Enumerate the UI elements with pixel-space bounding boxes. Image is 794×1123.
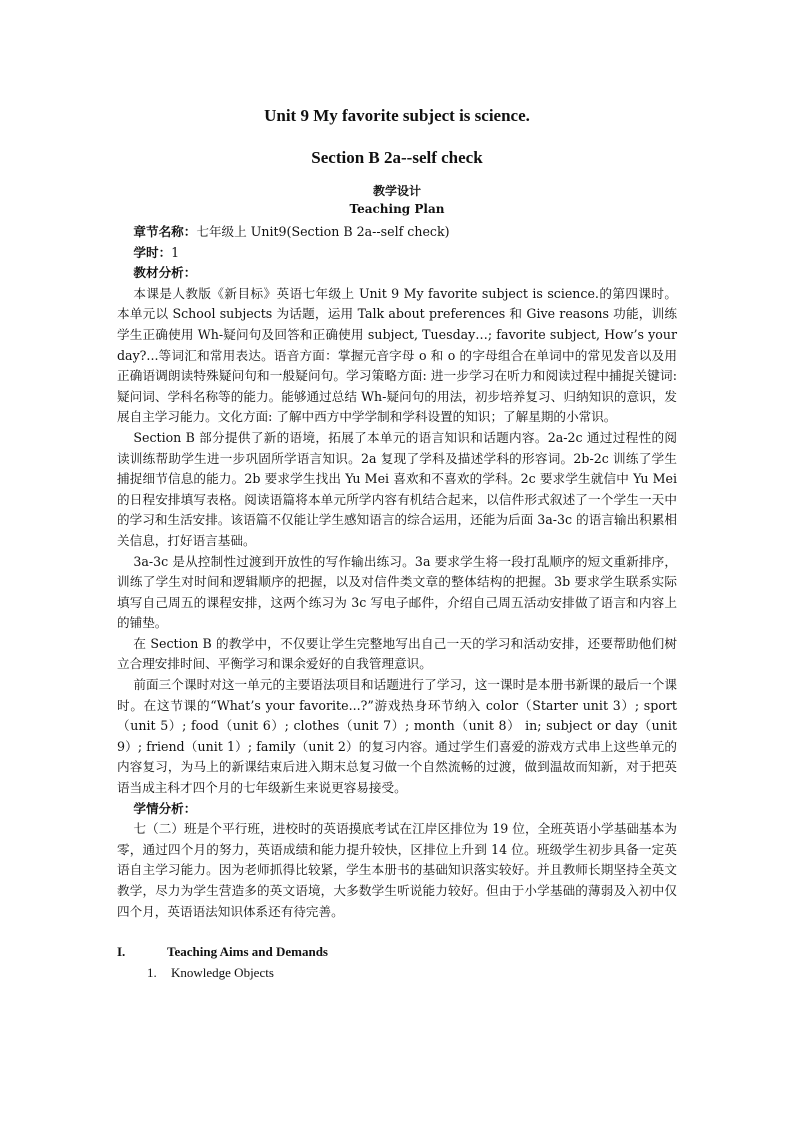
spacer: [117, 922, 677, 942]
material-paragraph: 本课是人教版《新目标》英语七年级上 Unit 9 My favorite subject is science.的第四课时。本单元以 School subjects 为话题，运用 Talk about preferences 和 Give reasons 功能，训练学生正确使用 Wh-疑问句及回答和正确使用 subject, Tuesday…; favorite subject, How’s your day?...等词汇和常用表达。语音方面：掌握元音字母 o 和 o 的字母组合在单词中的常见发音以及用正确语调朗读特殊疑问句和一般疑问句。学习策略方面: 进一步学习在听力和阅读过程中捕捉关键词: 疑问词、学科名称等的能力。能够通过总结 Wh-疑问句的用法，初步培养复习、归纳知识的意识，发展自主学习能力。文化方面: 了解中西方中学学制和学科设置的知识；了解星期的小常识。: [117, 285, 677, 425]
section-heading: [117, 942, 677, 963]
list-item: [117, 963, 677, 984]
hours-label: 学时：: [133, 244, 172, 260]
document-subtitle: Section B 2a--self check: [311, 148, 483, 167]
chapter-label: 章节名称：: [133, 224, 197, 239]
section-label: Teaching Aims and Demands: [167, 944, 328, 960]
material-paragraph: 在 Section B 的教学中，不仅要让学生完整地写出自己一天的学习和活动安排，还要帮助他们树立合理安排时间、平衡学习和课余爱好的自我管理意识。: [117, 635, 677, 672]
document-title: Unit 9 My favorite subject is science.: [264, 106, 530, 125]
list-item-number: 1.: [147, 964, 157, 980]
students-label: 学情分析：: [133, 800, 197, 816]
chapter-value: 七年级上 Unit9(Section B 2a--self check): [196, 224, 450, 239]
heading-cn: 教学设计: [372, 184, 421, 198]
heading-en: Teaching Plan: [349, 202, 445, 216]
material-paragraph: 前面三个课时对这一单元的主要语法项目和话题进行了学习，这一课时是本册书新课的最后一个课时。在这节课的“What’s your favorite...?”游戏热身环节纳入 color（Starter unit 3）; sport（unit 5）; food（unit 6）; clothes（unit 7）; month（unit 8） in; subject or day（unit 9）; friend（unit 1）; family（unit 2）的复习内容。通过学生们喜爱的游戏方式串上这些单元的内容复习，为马上的新课结束后进入期末总复习做一个自然流畅的过渡，做到温故而知新，对于把英语当成主科才四个月的七年级新生来说更容易接受。: [117, 677, 677, 796]
hours-value: 1: [171, 244, 180, 260]
hours-line: [117, 243, 677, 264]
section-number: I.: [117, 944, 126, 960]
material-label: 教材分析：: [133, 265, 197, 281]
document-body: [117, 222, 677, 983]
list-item-label: Knowledge Objects: [171, 964, 274, 980]
material-paragraph: Section B 部分提供了新的语境，拓展了本单元的语言知识和话题内容。2a-2c 通过过程性的阅读训练帮助学生进一步巩固所学语言知识。2a 复现了学科及描述学科的形容词。2b-2c 训练了学生捕捉细节信息的能力。2b 要求学生找出 Yu Mei 喜欢和不喜欢的学科。2c 要求学生就信中 Yu Mei 的日程安排填写表格。阅读语篇将本单元所学内容有机结合起来，以信件形式叙述了一个学生一天中的学习和生活安排。该语篇不仅能让学生感知语言的综合运用，还能为后面 3a-3c 的语言输出积累相关信息，打好语言基础。: [117, 429, 677, 548]
students-paragraph: 七（二）班是个平行班，进校时的英语摸底考试在江岸区排位为 19 位，全班英语小学基础基本为零，通过四个月的努力，英语成绩和能力提升较快，区排位上升到 14 位。班级学生初步具备一定英语自主学习能力。因为老师抓得比较紧，学生本册书的基础知识落实较好。并且教师长期坚持全英文教学，尽力为学生营造多的英文语境，大多数学生听说能力较好。但由于小学基础的薄弱及入初中仅四个月，英语语法知识体系还有待完善。: [117, 821, 677, 919]
material-paragraph: 3a-3c 是从控制性过渡到开放性的写作输出练习。3a 要求学生将一段打乱顺序的短文重新排序，训练了学生对时间和逻辑顺序的把握，以及对信件类文章的整体结构的把握。3b 要求学生联系实际填写自己周五的课程安排，这两个练习为 3c 写电子邮件，介绍自己周五活动安排做了语言和内容上的铺垫。: [117, 553, 677, 631]
chapter-line: [117, 222, 677, 243]
